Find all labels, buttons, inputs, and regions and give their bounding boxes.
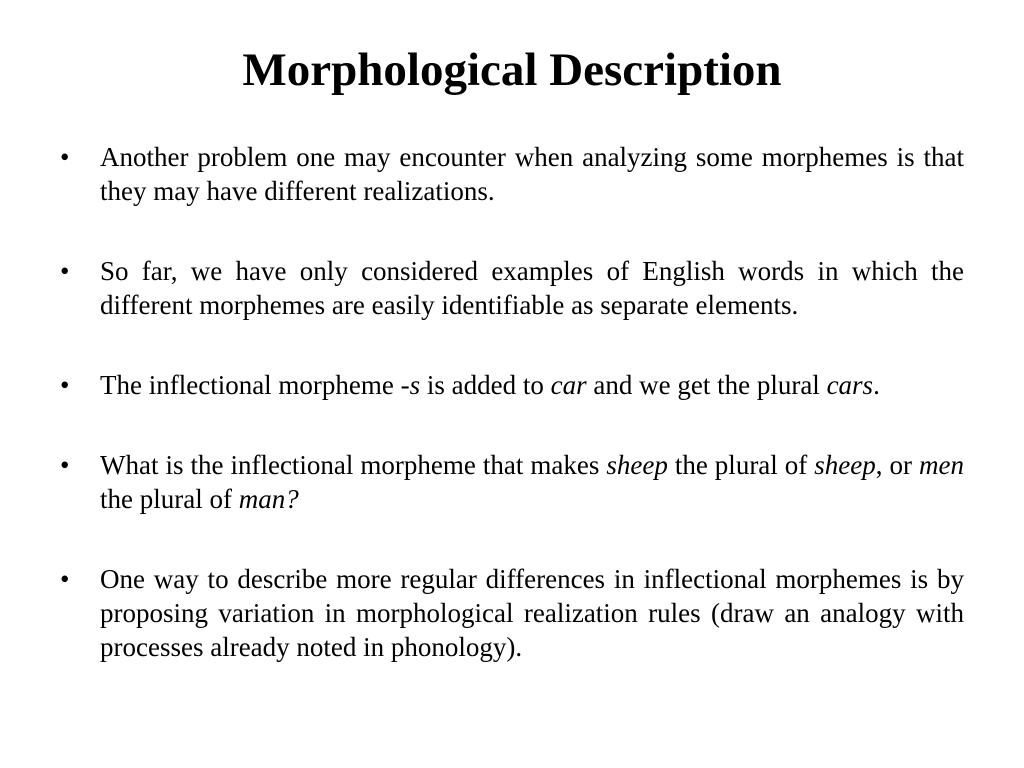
italic-term: s [409,370,421,400]
italic-term: cars [826,370,874,400]
bullet-text [100,256,964,320]
text-run: What is the inflectional morpheme that makes [100,450,607,480]
text-run: One way to describe more regular differences in inflectional morphemes is by proposing variation in morphological realization rules (draw an analogy with processes already noted in phonology). [100,564,964,662]
bullet-item-5 [60,562,964,664]
bullet-icon: • [60,142,70,172]
italic-term: man? [238,484,299,514]
slide-title: Morphological Description [242,44,782,96]
bullet-icon: • [60,564,70,594]
bullet-text [100,564,964,662]
bullet-icon: • [60,256,70,286]
bullet-item-4 [60,448,964,516]
bullet-text [100,450,964,514]
bullet-icon: • [60,450,70,480]
italic-term: sheep [606,450,668,480]
bullet-text [100,370,880,400]
bullet-item-2 [60,254,964,322]
text-run: the plural of [100,484,239,514]
italic-term: men [919,450,964,480]
bullet-text [100,142,964,206]
text-run: So far, we have only considered examples of English words in which the different morphemes are easily identifiable as separate elements. [100,256,964,320]
text-run: The inflectional morpheme - [100,370,410,400]
text-run: the plural of [667,450,815,480]
text-run: is added to [420,370,551,400]
text-run: Another problem one may encounter when analyzing some morphemes is that they may have different realizations. [100,142,964,206]
bullet-list [60,140,964,664]
text-run: and we get the plural [586,370,827,400]
italic-term: car [550,370,587,400]
text-run: , or [875,450,920,480]
bullet-item-1 [60,140,964,208]
bullet-item-3 [60,368,964,402]
text-run: . [873,370,880,400]
italic-term: sheep [814,450,876,480]
bullet-icon: • [60,370,70,400]
